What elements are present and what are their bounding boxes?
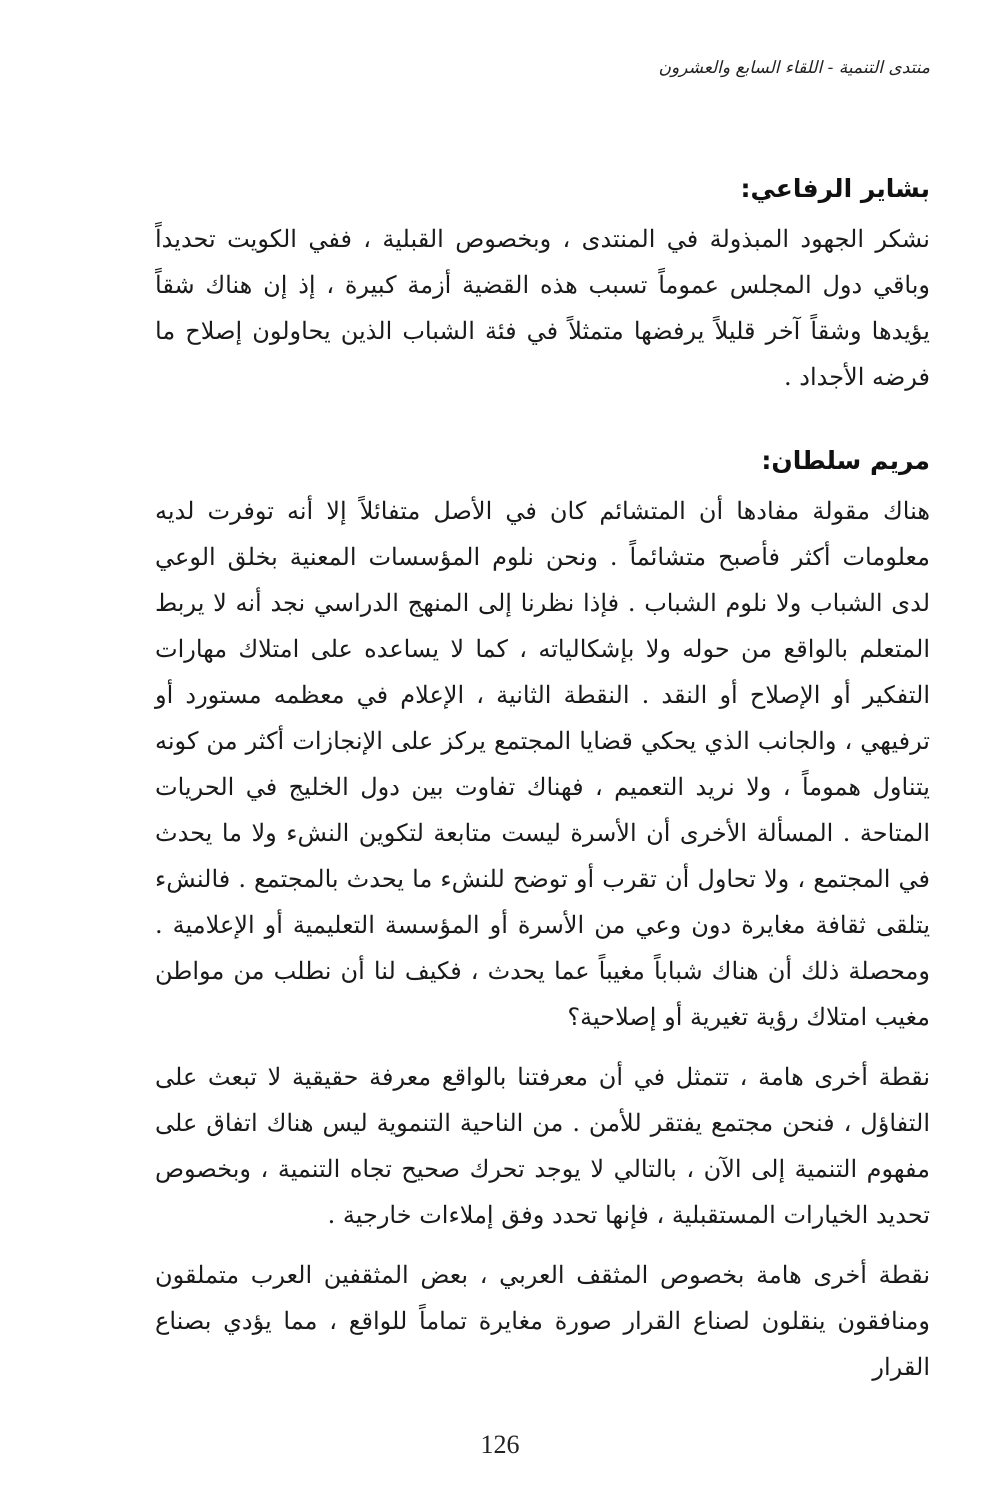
paragraph: هناك مقولة مفادها أن المتشائم كان في الأصل متفائلاً إلا أنه توفرت لديه معلومات أكثر فأصبح متشائماً . ونحن نلوم المؤسسات المعنية بخلق الوعي لدى الشباب ولا نلوم الشباب . فإذا نظرنا إلى المنهج الدراسي نجد أنه لا يربط المتعلم بالواقع من حوله ولا بإشكالياته ، كما لا يساعده على امتلاك مهارات التفكير أو الإصلاح أو النقد . النقطة الثانية ، الإعلام في معظمه مستورد أو ترفيهي ، والجانب الذي يحكي قضايا المجتمع يركز على الإنجازات أكثر من كونه يتناول هموماً ، ولا نريد التعميم ، فهناك تفاوت بين دول الخليج في الحريات المتاحة . المسألة الأخرى أن الأسرة ليست متابعة لتكوين النشء ولا ما يحدث في المجتمع ، ولا تحاول أن تقرب أو توضح للنشء ما يحدث بالمجتمع . فالنشء يتلقى ثقافة مغايرة دون وعي من الأسرة أو المؤسسة التعليمية أو الإعلامية . ومحصلة ذلك أن هناك شباباً مغيباً عما يحدث ، فكيف لنا أن نطلب من مواطن مغيب امتلاك رؤية تغيرية أو إصلاحية؟	[155, 497, 931, 1031]
paragraph: نقطة أخرى هامة بخصوص المثقف العربي ، بعض المثقفين العرب متملقون ومنافقون ينقلون لصناع القرار صورة مغايرة تماماً للواقع ، مما يؤدي بصناع القرار	[155, 1261, 931, 1381]
speaker-section-bashayer	[155, 170, 930, 400]
running-header: منتدى التنمية - اللقاء السابع والعشرون	[658, 58, 930, 78]
paragraph: نشكر الجهود المبذولة في المنتدى ، وبخصوص القبلية ، ففي الكويت تحديداً وباقي دول المجلس عموماً تسبب هذه القضية أزمة كبيرة ، إذ إن هناك شقاً يؤيدها وشقاً آخر قليلاً يرفضها متمثلاً في فئة الشباب الذين يحاولون إصلاح ما فرضه الأجداد .	[155, 225, 930, 391]
page-body	[155, 170, 930, 1432]
speaker-name: بشاير الرفاعي:	[740, 174, 930, 203]
speaker-section-maryam	[155, 442, 930, 1390]
speaker-name: مريم سلطان:	[761, 446, 930, 475]
page-number: 126	[480, 1430, 520, 1459]
paragraph: نقطة أخرى هامة ، تتمثل في أن معرفتنا بالواقع معرفة حقيقية لا تبعث على التفاؤل ، فنحن مجتمع يفتقر للأمن . من الناحية التنموية ليس هناك اتفاق على مفهوم التنمية إلى الآن ، بالتالي لا يوجد تحرك صحيح تجاه التنمية ، وبخصوص تحديد الخيارات المستقبلية ، فإنها تحدد وفق إملاءات خارجية .	[155, 1063, 930, 1229]
